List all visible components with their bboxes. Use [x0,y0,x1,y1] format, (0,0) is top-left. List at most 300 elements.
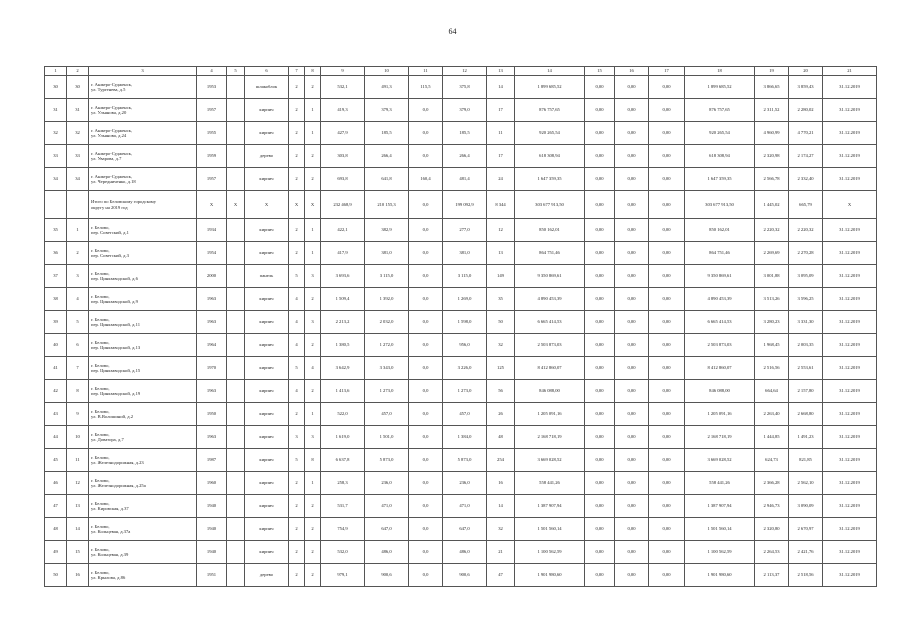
cell-c11: 0,0 [409,564,443,587]
cell-entr: 2 [305,145,321,168]
cell-n2: 33 [67,145,89,168]
table-row [45,403,877,426]
cell-year: 1940 [197,495,227,518]
column-number-cell: 10 [365,67,409,76]
cell-area: 232 468,9 [321,191,365,219]
cell-c18: 1 899 685,52 [685,76,755,99]
cell-c15: 0,00 [585,288,615,311]
cell-n2: 16 [67,564,89,587]
cell-floors: 4 [289,288,305,311]
cell-year: X [197,191,227,219]
cell-material: кирпич [245,288,289,311]
cell-date: 31.12.2019 [823,122,877,145]
cell-area: 2 213,2 [321,311,365,334]
address-line-1: г. Анжеро-Судженск, [91,150,133,156]
housing-register-table [44,66,877,587]
cell-c19: 2 220,32 [755,219,789,242]
cell-c12: 277,0 [443,219,487,242]
address-line-2: ул. Кольцевая, д.39 [91,552,129,557]
cell-c14: 1 387 907,94 [515,495,585,518]
cell-c18: 1 387 907,94 [685,495,755,518]
cell-c20: 2 270,28 [789,242,823,265]
cell-c11: 0,0 [409,472,443,495]
cell-c12: 1 384,0 [443,426,487,449]
cell-floors: 2 [289,145,305,168]
cell-c10: 491,3 [365,76,409,99]
cell-c12: 3 226,0 [443,357,487,380]
cell-c15: 0,00 [585,380,615,403]
cell-year: 1964 [197,334,227,357]
cell-c14: 864 751,46 [515,242,585,265]
cell-n2: 6 [67,334,89,357]
cell-c16: 0,00 [615,191,649,219]
cell-date: 31.12.2019 [823,357,877,380]
cell-area: 522,0 [321,403,365,426]
cell-material: кирпич [245,541,289,564]
cell-c10: 3 115,0 [365,265,409,288]
cell-c19: 2 264,53 [755,541,789,564]
cell-c17: 0,00 [649,380,685,403]
column-number-row [45,67,877,76]
table-body [45,67,877,587]
address-line-2: ул. В.Волошиной, д.2 [91,414,134,419]
cell-material: дерево [245,564,289,587]
cell-c12: 1 598,0 [443,311,487,334]
cell-c11: 0,0 [409,518,443,541]
cell-n1: 38 [45,288,67,311]
cell-c5 [227,541,245,564]
cell-year: 1955 [197,122,227,145]
address-cell [89,334,197,357]
cell-n2: 4 [67,288,89,311]
address-line-1: г. Белово, [91,362,110,368]
column-number-cell: 20 [789,67,823,76]
cell-c5 [227,288,245,311]
cell-c17: 0,00 [649,288,685,311]
column-number-cell: 7 [289,67,305,76]
cell-n1: 46 [45,472,67,495]
cell-n2: 10 [67,426,89,449]
table-row [45,518,877,541]
cell-material: кирпич [245,311,289,334]
cell-n1: 40 [45,334,67,357]
table-row [45,357,877,380]
cell-date: 31.12.2019 [823,449,877,472]
cell-year: 1954 [197,242,227,265]
cell-c13: 8 344 [487,191,515,219]
cell-c14: 1 100 562,59 [515,541,585,564]
cell-c19: 2 263,40 [755,403,789,426]
address-line-2: пер. Цинкзаводской, д.6 [91,276,138,281]
cell-c5 [227,472,245,495]
cell-c17: 0,00 [649,472,685,495]
table-row [45,265,877,288]
address-line-2: ул. Ульянова, д.24 [91,133,127,138]
cell-floors: 2 [289,518,305,541]
table-row [45,495,877,518]
cell-c19: 2 566,78 [755,168,789,191]
cell-c13: 32 [487,334,515,357]
cell-n1: 44 [45,426,67,449]
cell-year: 1953 [197,76,227,99]
column-number-cell: 13 [487,67,515,76]
cell-c20: 2 553,61 [789,357,823,380]
cell-c17: 0,00 [649,334,685,357]
cell-c18: 1 647 359,35 [685,168,755,191]
cell-c12: 956,0 [443,334,487,357]
cell-date: 31.12.2019 [823,472,877,495]
cell-c15: 0,00 [585,426,615,449]
cell-n1: 48 [45,518,67,541]
address-cell [89,76,197,99]
address-cell [89,495,197,518]
cell-c10: 900,6 [365,564,409,587]
cell-area: 417,9 [321,242,365,265]
cell-c17: 0,00 [649,99,685,122]
cell-c14: 9 350 869,61 [515,265,585,288]
cell-c5 [227,145,245,168]
cell-c16: 0,00 [615,76,649,99]
cell-c14: 1 647 359,35 [515,168,585,191]
cell-c17: 0,00 [649,122,685,145]
cell-c12: 457,0 [443,403,487,426]
cell-c19: 2 269,69 [755,242,789,265]
cell-floors: 5 [289,265,305,288]
cell-c17: 0,00 [649,564,685,587]
address-line-2: пер. Цинкзаводской, д.13 [91,345,141,350]
column-number-cell: 19 [755,67,789,76]
cell-year: 1950 [197,403,227,426]
cell-c19: 3 001,88 [755,265,789,288]
cell-c10: 210 155,3 [365,191,409,219]
cell-c16: 0,00 [615,518,649,541]
cell-c20: 2 670,97 [789,518,823,541]
cell-c13: 16 [487,472,515,495]
housing-register-table-wrap [44,66,870,587]
cell-area: 1 413,6 [321,380,365,403]
cell-c18: 3 669 028,52 [685,449,755,472]
cell-n1: 49 [45,541,67,564]
cell-c17: 0,00 [649,426,685,449]
cell-area: 979,1 [321,564,365,587]
cell-c11: 0,0 [409,288,443,311]
cell-date: 31.12.2019 [823,403,877,426]
cell-c20: 2 518,56 [789,564,823,587]
address-line-2: ул. Железнодорожная, д.23 [91,460,144,465]
cell-c15: 0,00 [585,168,615,191]
cell-c14: 850 162,01 [515,219,585,242]
cell-c12: 379,0 [443,99,487,122]
cell-material: кирпич [245,168,289,191]
cell-c17: 0,00 [649,191,685,219]
cell-c13: 254 [487,449,515,472]
cell-material: кирпич [245,219,289,242]
cell-c5 [227,426,245,449]
cell-c16: 0,00 [615,242,649,265]
cell-n1: 41 [45,357,67,380]
cell-material: кирпич [245,518,289,541]
cell-c17: 0,00 [649,219,685,242]
column-number-cell: 9 [321,67,365,76]
address-line-1: г. Белово, [91,224,110,230]
cell-area: 1 509,4 [321,288,365,311]
cell-n2: 3 [67,265,89,288]
cell-c14: 2 503 873,03 [515,334,585,357]
cell-c10: 381,0 [365,242,409,265]
cell-c10: 1 501,0 [365,426,409,449]
cell-c14: 618 308,94 [515,145,585,168]
cell-c15: 0,00 [585,219,615,242]
cell-area: 303,8 [321,145,365,168]
table-row [45,472,877,495]
cell-area: 532,1 [321,76,365,99]
address-line-2: пер. Цинкзаводской, д.9 [91,299,138,304]
cell-entr: 1 [305,403,321,426]
column-number-cell: 2 [67,67,89,76]
cell-c12: 185,5 [443,122,487,145]
cell-c13: 26 [487,403,515,426]
cell-c14: 920 265,54 [515,122,585,145]
address-cell [89,191,197,219]
cell-c19: 2 946,73 [755,495,789,518]
cell-c15: 0,00 [585,472,615,495]
cell-area: 427,9 [321,122,365,145]
cell-c18: 8 412 860,07 [685,357,755,380]
cell-year: 1940 [197,541,227,564]
cell-n1: 36 [45,242,67,265]
cell-c11: 0,0 [409,403,443,426]
address-line-1: г. Белово, [91,431,110,437]
address-cell [89,145,197,168]
cell-c10: 1 273,0 [365,380,409,403]
cell-c5 [227,265,245,288]
cell-n1: 45 [45,449,67,472]
address-cell [89,518,197,541]
cell-c13: 14 [487,76,515,99]
cell-n2: 30 [67,76,89,99]
cell-c20: 2 562,10 [789,472,823,495]
cell-floors: 4 [289,380,305,403]
cell-material: кирпич [245,426,289,449]
cell-c18: 1 205 091,16 [685,403,755,426]
cell-floors: 2 [289,242,305,265]
cell-c5: X [227,191,245,219]
cell-date: 31.12.2019 [823,495,877,518]
cell-floors: 2 [289,219,305,242]
cell-entr: 1 [305,472,321,495]
column-number-cell: 21 [823,67,877,76]
address-line-2: пер. Цинкзаводской, д.19 [91,391,141,396]
cell-year: 1963 [197,311,227,334]
cell-c14: 876 757,65 [515,99,585,122]
cell-c13: 32 [487,518,515,541]
table-row [45,541,877,564]
cell-c16: 0,00 [615,564,649,587]
cell-c15: 0,00 [585,357,615,380]
cell-c16: 0,00 [615,495,649,518]
cell-c18: 920 265,54 [685,122,755,145]
column-number-cell: 11 [409,67,443,76]
cell-year: 1934 [197,219,227,242]
cell-c14: 1 899 685,52 [515,76,585,99]
cell-c5 [227,311,245,334]
cell-year: 1963 [197,380,227,403]
cell-material: кирпич [245,122,289,145]
cell-area: 1 619,0 [321,426,365,449]
address-cell [89,426,197,449]
address-cell [89,564,197,587]
cell-c12: 199 092,9 [443,191,487,219]
cell-n1: 42 [45,380,67,403]
cell-c13: 12 [487,219,515,242]
address-cell [89,168,197,191]
cell-c12: 486,0 [443,541,487,564]
cell-c5 [227,380,245,403]
cell-area: 693,8 [321,168,365,191]
cell-date: 31.12.2019 [823,288,877,311]
cell-n1 [45,191,67,219]
cell-floors: X [289,191,305,219]
cell-area: 3 693,6 [321,265,365,288]
address-cell [89,311,197,334]
cell-n2: 1 [67,219,89,242]
cell-n2: 5 [67,311,89,334]
address-line-2: ул. Чередниченко, д.18 [91,179,136,184]
cell-n2: 32 [67,122,89,145]
cell-c12: 375,8 [443,76,487,99]
cell-date: 31.12.2019 [823,99,877,122]
cell-floors: 2 [289,472,305,495]
cell-floors: 2 [289,99,305,122]
address-cell [89,265,197,288]
cell-c5 [227,403,245,426]
cell-c13: 48 [487,426,515,449]
cell-c16: 0,00 [615,265,649,288]
cell-c10: 3 343,0 [365,357,409,380]
cell-entr: 4 [305,357,321,380]
cell-n1: 30 [45,76,67,99]
cell-date: 31.12.2019 [823,541,877,564]
cell-c19: 2 311,52 [755,99,789,122]
cell-c17: 0,00 [649,145,685,168]
cell-c11: 0,0 [409,242,443,265]
column-number-cell: 17 [649,67,685,76]
cell-c11: 0,0 [409,334,443,357]
column-number-cell: 8 [305,67,321,76]
cell-c10: 471,0 [365,495,409,518]
cell-n2: 15 [67,541,89,564]
cell-c18: 846 088,00 [685,380,755,403]
table-row [45,191,877,219]
address-line-2: пер. Советский, д.3 [91,253,129,258]
cell-c5 [227,99,245,122]
cell-c15: 0,00 [585,334,615,357]
column-number-cell: 12 [443,67,487,76]
address-cell [89,99,197,122]
cell-c20: 821,85 [789,449,823,472]
column-number-cell: 16 [615,67,649,76]
table-row [45,449,877,472]
cell-floors: 2 [289,168,305,191]
cell-c10: 647,0 [365,518,409,541]
cell-c14: 4 890 453,39 [515,288,585,311]
cell-material: кирпич [245,334,289,357]
cell-material: кирпич [245,449,289,472]
cell-c16: 0,00 [615,472,649,495]
cell-material: кирпич [245,357,289,380]
cell-floors: 2 [289,403,305,426]
address-line-2: ул. Уварова, д.7 [91,156,122,161]
address-line-1: г. Белово, [91,293,110,299]
table-row [45,242,877,265]
cell-entr: 2 [305,495,321,518]
cell-c19: 1 444,85 [755,426,789,449]
cell-c16: 0,00 [615,219,649,242]
cell-c17: 0,00 [649,449,685,472]
cell-entr: 2 [305,541,321,564]
column-number-cell: 14 [515,67,585,76]
cell-c10: 5 873,0 [365,449,409,472]
cell-floors: 2 [289,122,305,145]
cell-floors: 2 [289,541,305,564]
table-row [45,564,877,587]
cell-c10: 1 392,0 [365,288,409,311]
cell-c18: 1 901 980,60 [685,564,755,587]
cell-n1: 31 [45,99,67,122]
cell-c20: 2 220,32 [789,219,823,242]
cell-c16: 0,00 [615,403,649,426]
cell-n1: 32 [45,122,67,145]
cell-entr: 2 [305,168,321,191]
cell-c14: 846 088,00 [515,380,585,403]
cell-c18: 2 503 873,03 [685,334,755,357]
address-line-2: ул. Кольцевая, д.37а [91,529,131,534]
cell-c5 [227,219,245,242]
cell-c14: 1 501 560,14 [515,518,585,541]
cell-c10: 641,8 [365,168,409,191]
cell-n1: 39 [45,311,67,334]
cell-c17: 0,00 [649,242,685,265]
cell-c14: 1 901 980,60 [515,564,585,587]
cell-c10: 236,0 [365,472,409,495]
cell-n1: 35 [45,219,67,242]
cell-c18: 618 308,94 [685,145,755,168]
address-line-1: г. Белово, [91,316,110,322]
address-cell [89,219,197,242]
cell-c19: 3 280,23 [755,311,789,334]
cell-c16: 0,00 [615,288,649,311]
cell-material: X [245,191,289,219]
cell-c13: 17 [487,145,515,168]
page-number: 64 [448,27,457,36]
cell-n1: 47 [45,495,67,518]
table-row [45,288,877,311]
cell-c15: 0,00 [585,242,615,265]
cell-c16: 0,00 [615,334,649,357]
cell-c15: 0,00 [585,99,615,122]
cell-c20: 2 332,40 [789,168,823,191]
cell-c11: 0,0 [409,122,443,145]
cell-c15: 0,00 [585,76,615,99]
cell-c15: 0,00 [585,564,615,587]
cell-c11: 0,0 [409,145,443,168]
cell-c20: 4 770,21 [789,122,823,145]
address-line-1: г. Анжеро-Судженск, [91,173,133,179]
cell-c10: 185,5 [365,122,409,145]
cell-n1: 37 [45,265,67,288]
table-row [45,311,877,334]
cell-entr: 1 [305,219,321,242]
